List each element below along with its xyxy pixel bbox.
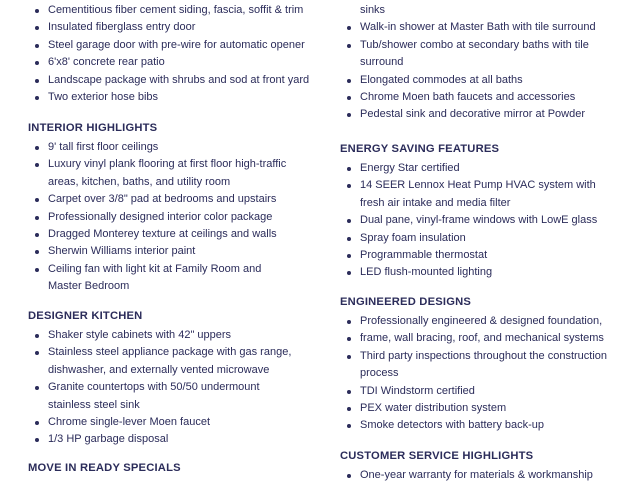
list-item: Ceiling fan with light kit at Family Room and Master Bedroom [28, 261, 328, 296]
list-item: Dual pane, vinyl-frame windows with LowE glass [340, 212, 635, 229]
list-item: 9' tall first floor ceilings [28, 139, 328, 156]
energy-section [340, 141, 635, 282]
section-heading: DESIGNER KITCHEN [28, 310, 143, 322]
customer-section [340, 448, 635, 484]
list-item: 14 SEER Lennox Heat Pump HVAC system with fresh air intake and media filter [340, 177, 635, 212]
kitchen-section [28, 308, 328, 449]
exterior-list [28, 2, 328, 106]
interior-section [28, 120, 328, 296]
list-item: Luxury vinyl plank flooring at first floor high-traffic areas, kitchen, baths, and utility room [28, 156, 328, 191]
list-item: Spray foam insulation [340, 230, 635, 247]
customer-list [340, 467, 635, 484]
section-heading: ENERGY SAVING FEATURES [340, 143, 500, 155]
list-item: Walk-in shower at Master Bath with tile surround [340, 19, 635, 36]
list-item: Tub/shower combo at secondary baths with tile surround [340, 37, 635, 72]
exterior-section [28, 2, 328, 106]
list-item: Energy Star certified [340, 160, 635, 177]
section-heading: ENGINEERED DESIGNS [340, 296, 472, 308]
list-item: One-year warranty for materials & workmanship [340, 467, 635, 484]
list-item: Third party inspections throughout the construction process [340, 348, 635, 383]
list-item: Chrome Moen bath faucets and accessories [340, 89, 635, 106]
kitchen-list [28, 327, 328, 449]
list-item: Programmable thermostat [340, 247, 635, 264]
list-item: Granite countertops with 50/50 undermount stainless steel sink [28, 379, 328, 414]
engineered-list [340, 313, 635, 435]
list-item: 1/3 HP garbage disposal [28, 431, 328, 448]
list-item: Two exterior hose bibs [28, 89, 328, 106]
list-item: PEX water distribution system [340, 400, 635, 417]
list-item: Insulated fiberglass entry door [28, 19, 328, 36]
list-item: Landscape package with shrubs and sod at front yard [28, 72, 328, 89]
list-item: Professionally engineered & designed foundation, [340, 313, 635, 330]
interior-list [28, 139, 328, 296]
list-item: LED flush-mounted lighting [340, 264, 635, 281]
section-heading: MOVE IN READY SPECIALS [28, 462, 181, 474]
energy-list [340, 160, 635, 282]
section-heading: CUSTOMER SERVICE HIGHLIGHTS [340, 450, 534, 462]
baths-section [340, 2, 635, 124]
list-item: Sherwin Williams interior paint [28, 243, 328, 260]
specials-section [28, 460, 328, 479]
section-heading: INTERIOR HIGHLIGHTS [28, 122, 158, 134]
list-item: Stainless steel appliance package with gas range, dishwasher, and externally vented microwave [28, 344, 328, 379]
list-item: Dragged Monterey texture at ceilings and walls [28, 226, 328, 243]
list-item: Steel garage door with pre-wire for automatic opener [28, 37, 328, 54]
list-item: Smoke detectors with battery back-up [340, 417, 635, 434]
engineered-section [340, 294, 635, 435]
list-item: frame, wall bracing, roof, and mechanical systems [340, 330, 635, 347]
list-item: Professionally designed interior color package [28, 209, 328, 226]
list-item: TDI Windstorm certified [340, 383, 635, 400]
list-item: Shaker style cabinets with 42" uppers [28, 327, 328, 344]
list-item: Elongated commodes at all baths [340, 72, 635, 89]
list-item-continuation: sinks [360, 4, 386, 16]
list-item: Pedestal sink and decorative mirror at Powder [340, 106, 635, 123]
list-item: Carpet over 3/8" pad at bedrooms and upstairs [28, 191, 328, 208]
list-item: Cementitious fiber cement siding, fascia, soffit & trim [28, 2, 328, 19]
list-item: 6'x8' concrete rear patio [28, 54, 328, 71]
baths-list [340, 2, 635, 124]
list-item: Chrome single-lever Moen faucet [28, 414, 328, 431]
